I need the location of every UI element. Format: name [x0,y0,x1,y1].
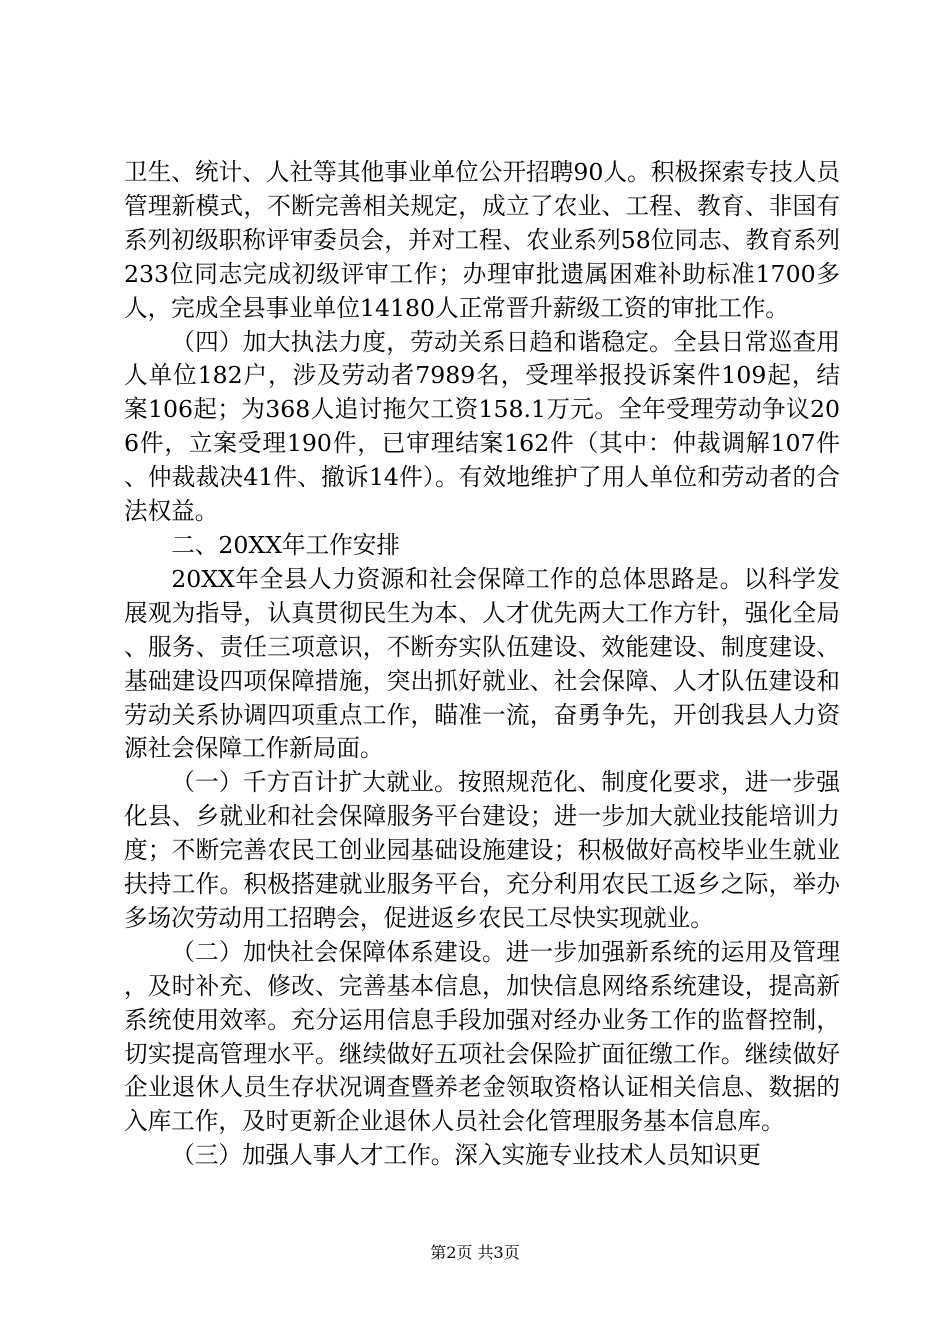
paragraph-section-4: （四）加大执法力度，劳动关系日趋和谐稳定。全县日常巡查用人单位182户，涉及劳动者7989名，受理举报投诉案件109起，结案106起；为368人追讨拖欠工资158.1万元。全年受理劳动争议206件，立案受理190件，已审理结案162件（其中：仲裁调解107件、仲裁裁决41件、撤诉14件）。有效地维护了用人单位和劳动者的合法权益。 [124,327,840,526]
paragraph-item-3: （三）加强人事人才工作。深入实施专业技术人员知识更 [171,1141,762,1170]
page-footer: 第2页 共3页 [430,1243,520,1262]
paragraph-item-2: （二）加快社会保障体系建设。进一步加强新系统的运用及管理，及时补充、修改、完善基本信息，加快信息网络系统建设，提高新系统使用效率。充分运用信息手段加强对经办业务工作的监督控制，切实提高管理水平。继续做好五项社会保险扩面征缴工作。继续做好企业退休人员生存状况调查暨养老金领取资格认证相关信息、数据的入库工作，及时更新企业退休人员社会化管理服务基本信息库。 [124,937,840,1136]
document-body [124,156,840,1173]
paragraph-continuation: 卫生、统计、人社等其他事业单位公开招聘90人。积极探索专技人员管理新模式，不断完善相关规定，成立了农业、工程、教育、非国有系列初级职称评审委员会，并对工程、农业系列58位同志、教育系列233位同志完成初级评审工作；办理审批遗属困难补助标准1700多人，完成全县事业单位14180人正常晋升薪级工资的审批工作。 [124,158,840,322]
paragraph-overall-plan: 20XX年全县人力资源和社会保障工作的总体思路是。以科学发展观为指导，认真贯彻民生为本、人才优先两大工作方针，强化全局、服务、责任三项意识，不断夯实队伍建设、效能建设、制度建设、基础建设四项保障措施，突出抓好就业、社会保障、人才队伍建设和劳动关系协调四项重点工作，瞄准一流，奋勇争先，开创我县人力资源社会保障工作新局面。 [124,564,840,763]
section-heading-2: 二、20XX年工作安排 [171,530,400,559]
paragraph-item-1: （一）千方百计扩大就业。按照规范化、制度化要求，进一步强化县、乡就业和社会保障服务平台建设；进一步加大就业技能培训力度；不断完善农民工创业园基础设施建设；积极做好高校毕业生就业扶持工作。积极搭建就业服务平台，充分利用农民工返乡之际，举办多场次劳动用工招聘会，促进返乡农民工尽快实现就业。 [124,768,840,932]
